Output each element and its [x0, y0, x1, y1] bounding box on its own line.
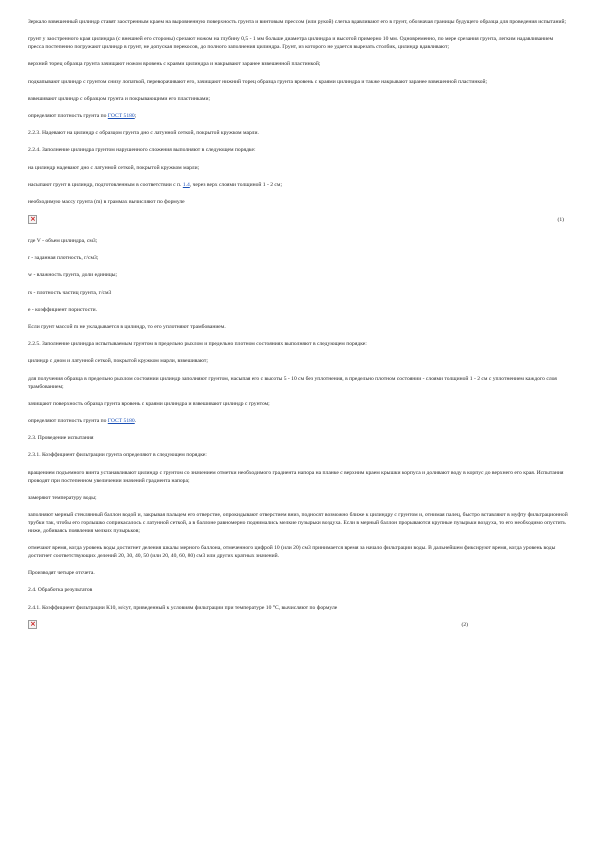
paragraph-text: . — [134, 417, 137, 424]
equation-number: (2) — [461, 621, 468, 628]
paragraph: зачищают поверхность образца грунта вровень с краями цилиндра и взвешивают цилиндр с грунтом; — [28, 400, 270, 407]
paragraph: Если грунт массой m не укладывается в цилиндр, то его уплотняют трамбованием. — [28, 324, 226, 330]
paragraph-text: , через верх слоями толщиной 1 - 2 см; — [189, 181, 283, 188]
paragraph: w - влажность грунта, доли единицы; — [28, 272, 118, 279]
broken-image-icon: × — [30, 619, 36, 628]
paragraph: замеряют температуру воды; — [28, 494, 97, 501]
paragraph: отмечают время, когда уровень воды достигнет деления шкалы мерного баллона, отмеченного цифрой 10 (или 20) см3 принимается время за начало фильтрации воды. В дальнейшем фиксируют время, когда уровень воды достигнет соответствующих делений 20, 30, 40, 50 (или 20, 40, 60, 80) см3 или других кратных значений. — [28, 545, 556, 560]
paragraph: 2.2.3. Надевают на цилиндр с образцом грунта дно с латунной сеткой, покрытой кружком марли. — [28, 130, 259, 137]
paragraph: Зеркало взвешенный цилиндр ставят заостренным краем на выровненную поверхность грунта и винтовым прессом (или рукой) слегка вдавливают его в грунт, обозначая границы будущего образца для проведения испытаний; — [28, 19, 567, 25]
paragraph-text: определяют плотность грунта по — [28, 112, 108, 119]
section-heading: 2.4. Обработка результатов — [28, 587, 93, 594]
paragraph: 2.2.4. Заполнение цилиндра грунтом нарушенного сложения выполняют в следующем порядке: — [28, 147, 256, 154]
paragraph: заполняют мерный стеклянный баллон водой и, закрывая пальцем его отверстие, опрокидывают отверстием вниз, подносят возможно ближе к цилиндру с грунтом и, отнимая палец, быстро вставляют в муфту фильтрационной трубки так, чтобы его горлышко соприкасалось с латунной сеткой, а в баллоне равномерно поднимались мелкие пузырьки воздуха. Если в мерный баллон прорываются крупные пузырьки воздуха, то его необходимо опустить ниже, добиваясь появления мелких пузырьков; — [28, 511, 568, 534]
formula-1-row — [28, 215, 568, 229]
broken-image-icon: × — [30, 215, 36, 224]
paragraph: грунт у заостренного края цилиндра (с внешней его стороны) срезают ножом на глубину 0,5 - 1 мм больше диаметра цилиндра и высотой примерно 10 мм. Одновременно, по мере срезания грунта, легким надавливанием пресса постепенно погружают цилиндр в грунт, не допуская перекосов, до полного заполнения цилиндра. Грунт, из которого не удается вырезать столбик, цилиндр вдавливают; — [28, 36, 554, 51]
paragraph: цилиндр с дном и латунной сеткой, покрытой кружком марли, взвешивают; — [28, 358, 208, 365]
paragraph-text: определяют плотность грунта по — [28, 417, 108, 424]
paragraph: Производят четыре отсчета. — [28, 570, 95, 577]
paragraph: 2.2.5. Заполнение цилиндра испытываемым грунтом в предельно рыхлом и предельно плотном состояниях выполняют в следующем порядке: — [28, 341, 367, 348]
paragraph: верхний торец образца грунта зачищают ножом вровень с краями цилиндра и накрывают заранее взвешенной пластинкой; — [28, 61, 321, 68]
paragraph: вращением подъемного винта устанавливают цилиндр с грунтом со значением отметки необходимого градиента напора на планке с верхним краем крышки корпуса и доливают воду в корпус до верхнего его края. Испытания проводят при постепенном увеличении значений градиента напора; — [28, 469, 564, 484]
gost-5180-link[interactable]: ГОСТ 5180 — [107, 112, 135, 119]
paragraph: e - коэффициент пористости. — [28, 306, 98, 313]
equation-number: (1) — [557, 217, 564, 224]
section-heading: 2.3. Проведение испытания — [28, 435, 94, 442]
paragraph — [28, 112, 568, 120]
document-page — [28, 18, 568, 642]
paragraph: на цилиндр надевают дно с латунной сеткой, покрытой кружком марли; — [28, 164, 200, 171]
paragraph-text: насыпают грунт в цилиндр, подготовленным в соответствии с п. — [28, 181, 183, 188]
paragraph: подкапывают цилиндр с грунтом снизу лопаткой, переворачивают его, зачищают нижний торец образца грунта вровень с краями цилиндра и также накрывают заранее взвешенной пластинкой; — [28, 78, 488, 85]
paragraph: rs - плотность частиц грунта, г/см3 — [28, 289, 112, 296]
paragraph: взвешивают цилиндр с образцом грунта и покрывающими его пластинками; — [28, 95, 211, 102]
paragraph — [28, 417, 568, 425]
paragraph: 2.3.1. Коэффициент фильтрации грунта определяют в следующем порядке: — [28, 452, 207, 459]
paragraph — [28, 181, 568, 189]
paragraph: необходимую массу грунта (m) в граммах вычисляют по формуле — [28, 198, 185, 205]
gost-5180-link[interactable]: ГОСТ 5180 — [107, 417, 135, 424]
paragraph-text: ; — [134, 112, 137, 119]
section-1-4-link[interactable]: 1.4 — [182, 181, 190, 188]
paragraph: для получения образца в предельно рыхлом состоянии цилиндр заполняют грунтом, насыпая его с высоты 5 - 10 см без уплотнения, в предельно плотном состоянии - слоями толщиной 1 - 2 см с уплотнением каждого слоя трамбованием; — [28, 375, 557, 390]
paragraph: где V - объем цилиндра, см3; — [28, 238, 98, 245]
paragraph: 2.4.1. Коэффициент фильтрации К10, м/сут, приведенный к условиям фильтрации при температуре 10 °С, вычисляют по формуле — [28, 604, 338, 611]
paragraph: r - заданная плотность, г/см3; — [28, 255, 99, 262]
formula-2-row — [28, 620, 568, 634]
